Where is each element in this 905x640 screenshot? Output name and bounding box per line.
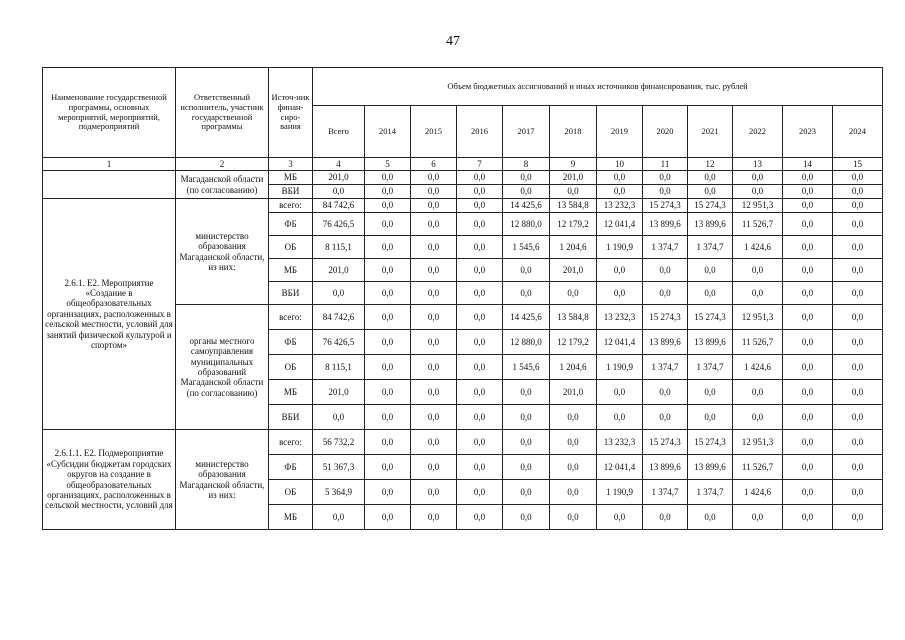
value-cell: 1 190,9 — [597, 480, 643, 505]
value-cell: 12 880,0 — [503, 330, 550, 355]
header-source: Источ-ник финан-сиро-вания — [269, 68, 313, 158]
value-cell: 0,0 — [833, 185, 883, 199]
value-cell: 1 424,6 — [733, 480, 783, 505]
value-cell: 0,0 — [411, 380, 457, 405]
value-cell: 201,0 — [550, 259, 597, 282]
value-cell: 0,0 — [783, 199, 833, 213]
source-cell: ФБ — [269, 455, 313, 480]
value-cell: 0,0 — [597, 259, 643, 282]
source-cell: МБ — [269, 505, 313, 530]
source-cell: ОБ — [269, 355, 313, 380]
value-cell: 0,0 — [411, 355, 457, 380]
value-cell: 13 899,6 — [688, 330, 733, 355]
header-row-1 — [43, 68, 883, 106]
value-cell: 0,0 — [365, 185, 411, 199]
value-cell: 0,0 — [550, 430, 597, 455]
source-cell: ВБИ — [269, 185, 313, 199]
column-number: 11 — [643, 158, 688, 171]
value-cell: 11 526,7 — [733, 330, 783, 355]
value-cell: 0,0 — [503, 380, 550, 405]
value-cell: 0,0 — [833, 380, 883, 405]
table-row — [43, 199, 883, 213]
value-cell: 0,0 — [688, 171, 733, 185]
value-cell: 12 951,3 — [733, 430, 783, 455]
column-number: 4 — [313, 158, 365, 171]
value-cell: 0,0 — [783, 185, 833, 199]
value-cell: 1 545,6 — [503, 355, 550, 380]
value-cell: 0,0 — [733, 505, 783, 530]
value-cell: 1 374,7 — [643, 355, 688, 380]
column-number: 14 — [783, 158, 833, 171]
total-cell: 8 115,1 — [313, 236, 365, 259]
header-responsible: Ответственный исполнитель, участник государственной программы — [176, 68, 269, 158]
value-cell: 0,0 — [783, 405, 833, 430]
value-cell: 1 374,7 — [643, 236, 688, 259]
value-cell: 1 374,7 — [688, 236, 733, 259]
value-cell: 0,0 — [411, 330, 457, 355]
value-cell: 0,0 — [365, 505, 411, 530]
source-cell: ФБ — [269, 213, 313, 236]
value-cell: 0,0 — [688, 282, 733, 305]
value-cell: 13 899,6 — [688, 213, 733, 236]
total-cell: 8 115,1 — [313, 355, 365, 380]
header-total: Всего — [313, 106, 365, 158]
column-number: 15 — [833, 158, 883, 171]
value-cell: 0,0 — [411, 171, 457, 185]
value-cell: 0,0 — [550, 282, 597, 305]
value-cell: 0,0 — [365, 305, 411, 330]
value-cell: 201,0 — [550, 380, 597, 405]
value-cell: 0,0 — [643, 171, 688, 185]
source-cell: МБ — [269, 171, 313, 185]
value-cell: 0,0 — [365, 199, 411, 213]
value-cell: 0,0 — [597, 505, 643, 530]
table-row — [43, 430, 883, 455]
value-cell: 13 232,3 — [597, 199, 643, 213]
value-cell: 0,0 — [643, 380, 688, 405]
value-cell: 0,0 — [457, 480, 503, 505]
source-cell: ОБ — [269, 480, 313, 505]
budget-table — [42, 67, 883, 530]
value-cell: 0,0 — [833, 259, 883, 282]
value-cell: 0,0 — [783, 282, 833, 305]
value-cell: 0,0 — [833, 405, 883, 430]
value-cell: 0,0 — [550, 455, 597, 480]
value-cell: 12 179,2 — [550, 330, 597, 355]
value-cell: 0,0 — [411, 213, 457, 236]
value-cell: 0,0 — [833, 330, 883, 355]
value-cell: 0,0 — [365, 430, 411, 455]
value-cell: 0,0 — [783, 305, 833, 330]
value-cell: 0,0 — [365, 405, 411, 430]
value-cell: 0,0 — [833, 199, 883, 213]
value-cell: 0,0 — [365, 355, 411, 380]
value-cell: 15 274,3 — [688, 305, 733, 330]
value-cell: 14 425,6 — [503, 305, 550, 330]
value-cell: 0,0 — [550, 405, 597, 430]
value-cell: 15 274,3 — [643, 430, 688, 455]
value-cell: 0,0 — [411, 430, 457, 455]
value-cell: 0,0 — [457, 455, 503, 480]
value-cell: 13 899,6 — [643, 213, 688, 236]
total-cell: 56 732,2 — [313, 430, 365, 455]
value-cell: 0,0 — [597, 380, 643, 405]
value-cell: 0,0 — [365, 259, 411, 282]
value-cell: 15 274,3 — [688, 430, 733, 455]
responsible-cell: органы местного самоуправления муниципальных образований Магаданской области (по согласованию) — [176, 305, 269, 430]
value-cell: 0,0 — [833, 455, 883, 480]
value-cell: 12 951,3 — [733, 199, 783, 213]
value-cell: 0,0 — [643, 282, 688, 305]
value-cell: 0,0 — [643, 405, 688, 430]
source-cell: всего: — [269, 305, 313, 330]
value-cell: 0,0 — [733, 282, 783, 305]
header-year: 2020 — [643, 106, 688, 158]
value-cell: 0,0 — [783, 455, 833, 480]
value-cell: 0,0 — [457, 199, 503, 213]
column-number-row — [43, 158, 883, 171]
value-cell: 0,0 — [597, 282, 643, 305]
value-cell: 0,0 — [783, 236, 833, 259]
value-cell: 0,0 — [457, 185, 503, 199]
value-cell: 0,0 — [643, 185, 688, 199]
value-cell: 0,0 — [503, 185, 550, 199]
value-cell: 0,0 — [365, 171, 411, 185]
value-cell: 1 424,6 — [733, 355, 783, 380]
total-cell: 76 426,5 — [313, 330, 365, 355]
value-cell: 13 899,6 — [688, 455, 733, 480]
total-cell: 201,0 — [313, 259, 365, 282]
value-cell: 0,0 — [411, 236, 457, 259]
value-cell: 0,0 — [503, 405, 550, 430]
value-cell: 0,0 — [457, 236, 503, 259]
total-cell: 0,0 — [313, 185, 365, 199]
value-cell: 14 425,6 — [503, 199, 550, 213]
value-cell: 0,0 — [365, 455, 411, 480]
value-cell: 0,0 — [503, 430, 550, 455]
value-cell: 0,0 — [457, 330, 503, 355]
column-number: 7 — [457, 158, 503, 171]
source-cell: ВБИ — [269, 282, 313, 305]
header-volume: Объем бюджетных ассигнований и иных источников финансирования, тыс. рублей — [313, 68, 883, 106]
value-cell: 13 899,6 — [643, 330, 688, 355]
table-row — [43, 171, 883, 185]
value-cell: 0,0 — [688, 405, 733, 430]
value-cell: 12 880,0 — [503, 213, 550, 236]
table-body — [43, 171, 883, 530]
header-year: 2022 — [733, 106, 783, 158]
value-cell: 15 274,3 — [688, 199, 733, 213]
column-number: 10 — [597, 158, 643, 171]
value-cell: 0,0 — [783, 505, 833, 530]
header-year: 2015 — [411, 106, 457, 158]
value-cell: 0,0 — [457, 405, 503, 430]
source-cell: всего: — [269, 430, 313, 455]
value-cell: 0,0 — [550, 480, 597, 505]
value-cell: 0,0 — [411, 199, 457, 213]
total-cell: 84 742,6 — [313, 199, 365, 213]
value-cell: 12 041,4 — [597, 455, 643, 480]
program-name-cell — [43, 171, 176, 199]
value-cell: 13 584,8 — [550, 305, 597, 330]
value-cell: 0,0 — [550, 505, 597, 530]
value-cell: 1 190,9 — [597, 355, 643, 380]
value-cell: 0,0 — [833, 355, 883, 380]
value-cell: 0,0 — [783, 259, 833, 282]
value-cell: 1 374,7 — [688, 355, 733, 380]
value-cell: 15 274,3 — [643, 305, 688, 330]
value-cell: 0,0 — [833, 236, 883, 259]
header-year: 2018 — [550, 106, 597, 158]
value-cell: 13 584,8 — [550, 199, 597, 213]
responsible-cell: министерство образования Магаданской области, из них: — [176, 430, 269, 530]
column-number: 1 — [43, 158, 176, 171]
value-cell: 201,0 — [550, 171, 597, 185]
value-cell: 0,0 — [733, 171, 783, 185]
value-cell: 0,0 — [688, 185, 733, 199]
value-cell: 0,0 — [457, 505, 503, 530]
value-cell: 1 204,6 — [550, 355, 597, 380]
value-cell: 0,0 — [783, 430, 833, 455]
value-cell: 0,0 — [597, 405, 643, 430]
total-cell: 5 364,9 — [313, 480, 365, 505]
value-cell: 12 041,4 — [597, 213, 643, 236]
value-cell: 0,0 — [365, 330, 411, 355]
value-cell: 0,0 — [833, 505, 883, 530]
value-cell: 0,0 — [833, 213, 883, 236]
header-year: 2014 — [365, 106, 411, 158]
value-cell: 0,0 — [688, 505, 733, 530]
header-year: 2023 — [783, 106, 833, 158]
subactivity-name-cell: 2.6.1.1. Е2. Подмероприятие «Субсидии бюджетам городских округов на создание в общеобразовательных организациях, расположенных в сельской местности, условий для — [43, 430, 176, 530]
column-number: 13 — [733, 158, 783, 171]
value-cell: 0,0 — [550, 185, 597, 199]
value-cell: 0,0 — [733, 185, 783, 199]
value-cell: 0,0 — [457, 380, 503, 405]
total-cell: 0,0 — [313, 505, 365, 530]
value-cell: 11 526,7 — [733, 213, 783, 236]
value-cell: 0,0 — [457, 305, 503, 330]
total-cell: 51 367,3 — [313, 455, 365, 480]
value-cell: 0,0 — [411, 305, 457, 330]
value-cell: 0,0 — [733, 259, 783, 282]
value-cell: 0,0 — [411, 185, 457, 199]
value-cell: 0,0 — [411, 480, 457, 505]
header-year: 2024 — [833, 106, 883, 158]
value-cell: 0,0 — [457, 355, 503, 380]
value-cell: 0,0 — [733, 405, 783, 430]
value-cell: 1 424,6 — [733, 236, 783, 259]
value-cell: 0,0 — [411, 282, 457, 305]
value-cell: 0,0 — [365, 236, 411, 259]
value-cell: 0,0 — [503, 455, 550, 480]
total-cell: 0,0 — [313, 282, 365, 305]
value-cell: 12 041,4 — [597, 330, 643, 355]
column-number: 12 — [688, 158, 733, 171]
value-cell: 0,0 — [783, 330, 833, 355]
value-cell: 1 204,6 — [550, 236, 597, 259]
value-cell: 13 899,6 — [643, 455, 688, 480]
value-cell: 0,0 — [833, 171, 883, 185]
source-cell: МБ — [269, 259, 313, 282]
value-cell: 0,0 — [503, 505, 550, 530]
column-number: 8 — [503, 158, 550, 171]
value-cell: 0,0 — [783, 171, 833, 185]
header-year: 2016 — [457, 106, 503, 158]
source-cell: ВБИ — [269, 405, 313, 430]
value-cell: 0,0 — [365, 480, 411, 505]
value-cell: 0,0 — [503, 259, 550, 282]
value-cell: 0,0 — [457, 171, 503, 185]
header-name: Наименование государственной программы, основных мероприятий, мероприятий, подмероприятий — [43, 68, 176, 158]
value-cell: 0,0 — [365, 213, 411, 236]
value-cell: 0,0 — [688, 259, 733, 282]
column-number: 9 — [550, 158, 597, 171]
value-cell: 13 232,3 — [597, 430, 643, 455]
source-cell: всего: — [269, 199, 313, 213]
value-cell: 0,0 — [597, 185, 643, 199]
value-cell: 0,0 — [503, 171, 550, 185]
activity-name-cell: 2.6.1. Е2. Мероприятие «Создание в общеобразовательных организациях, расположенных в сельской местности, условий для занятий физической культурой и спортом» — [43, 199, 176, 430]
value-cell: 0,0 — [457, 430, 503, 455]
value-cell: 0,0 — [783, 355, 833, 380]
header-year: 2019 — [597, 106, 643, 158]
column-number: 3 — [269, 158, 313, 171]
value-cell: 13 232,3 — [597, 305, 643, 330]
value-cell: 11 526,7 — [733, 455, 783, 480]
header-year: 2021 — [688, 106, 733, 158]
source-cell: ОБ — [269, 236, 313, 259]
value-cell: 0,0 — [503, 282, 550, 305]
value-cell: 0,0 — [833, 480, 883, 505]
total-cell: 84 742,6 — [313, 305, 365, 330]
value-cell: 0,0 — [457, 259, 503, 282]
value-cell: 0,0 — [365, 380, 411, 405]
total-cell: 0,0 — [313, 405, 365, 430]
header-year: 2017 — [503, 106, 550, 158]
value-cell: 0,0 — [688, 380, 733, 405]
value-cell: 12 179,2 — [550, 213, 597, 236]
value-cell: 0,0 — [411, 405, 457, 430]
value-cell: 0,0 — [411, 505, 457, 530]
value-cell: 0,0 — [833, 430, 883, 455]
value-cell: 1 374,7 — [643, 480, 688, 505]
source-cell: МБ — [269, 380, 313, 405]
value-cell: 0,0 — [597, 171, 643, 185]
value-cell: 0,0 — [457, 213, 503, 236]
total-cell: 201,0 — [313, 380, 365, 405]
value-cell: 1 374,7 — [688, 480, 733, 505]
value-cell: 0,0 — [783, 380, 833, 405]
value-cell: 0,0 — [643, 505, 688, 530]
value-cell: 0,0 — [833, 305, 883, 330]
value-cell: 12 951,3 — [733, 305, 783, 330]
page-number: 47 — [446, 34, 460, 49]
value-cell: 1 545,6 — [503, 236, 550, 259]
value-cell: 0,0 — [783, 480, 833, 505]
value-cell: 0,0 — [365, 282, 411, 305]
source-cell: ФБ — [269, 330, 313, 355]
responsible-cell: Магаданской области (по согласованию) — [176, 171, 269, 199]
value-cell: 15 274,3 — [643, 199, 688, 213]
value-cell: 0,0 — [457, 282, 503, 305]
total-cell: 76 426,5 — [313, 213, 365, 236]
value-cell: 0,0 — [733, 380, 783, 405]
column-number: 5 — [365, 158, 411, 171]
responsible-cell: министерство образования Магаданской области, из них: — [176, 199, 269, 305]
column-number: 2 — [176, 158, 269, 171]
value-cell: 0,0 — [411, 259, 457, 282]
value-cell: 0,0 — [503, 480, 550, 505]
total-cell: 201,0 — [313, 171, 365, 185]
value-cell: 1 190,9 — [597, 236, 643, 259]
value-cell: 0,0 — [411, 455, 457, 480]
value-cell: 0,0 — [783, 213, 833, 236]
value-cell: 0,0 — [833, 282, 883, 305]
column-number: 6 — [411, 158, 457, 171]
value-cell: 0,0 — [643, 259, 688, 282]
